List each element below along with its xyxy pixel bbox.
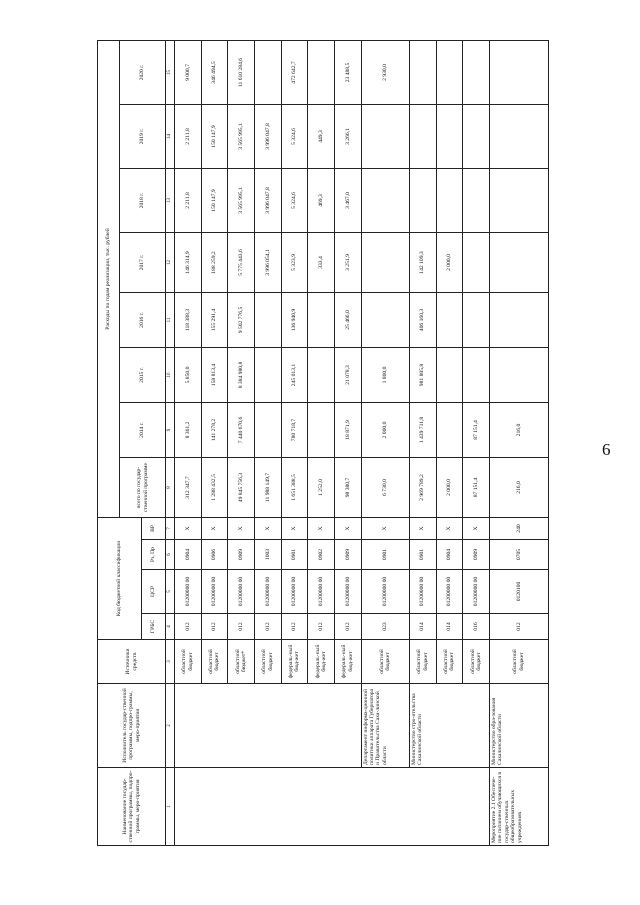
- col-num: 1: [166, 768, 175, 846]
- y2019-cell: 449,3: [308, 105, 335, 169]
- vr-cell: Х: [361, 518, 409, 540]
- y2019-cell: [409, 105, 436, 169]
- total-cell: 87 151,4: [463, 458, 490, 518]
- executor-cell: [175, 684, 362, 768]
- y2014-cell: [436, 403, 463, 458]
- table-row: [361, 40, 409, 845]
- rzpr-cell: 0904: [436, 540, 463, 570]
- csr-cell: 01200000 00: [361, 570, 409, 614]
- y2018-cell: [463, 169, 490, 233]
- y2017-cell: 333,4: [308, 233, 335, 293]
- rzpr-cell: 0906: [201, 540, 228, 570]
- grbs-cell: 023: [361, 614, 409, 640]
- vr-cell: Х: [281, 518, 308, 540]
- y2015-cell: 981 805,8: [409, 348, 436, 403]
- y2016-cell: [436, 293, 463, 348]
- y2020-cell: 2 930,0: [361, 40, 409, 104]
- grbs-cell: 012: [308, 614, 335, 640]
- y2017-cell: [489, 233, 548, 293]
- y2019-cell: [463, 105, 490, 169]
- col-num: 9: [166, 403, 175, 458]
- csr-cell: 01200000 00: [228, 570, 255, 614]
- y2014-cell: 1 439 711,8: [409, 403, 436, 458]
- y2020-cell: [409, 40, 436, 104]
- source-cell: областной бюджет*: [228, 640, 255, 684]
- y2015-cell: 245 013,1: [281, 348, 308, 403]
- rzpr-cell: 0705: [489, 540, 548, 570]
- y2019-cell: [436, 105, 463, 169]
- y2020-cell: 346 494,5: [201, 40, 228, 104]
- header-year-2016: 2016 г.: [120, 293, 166, 348]
- rzpr-cell: 0904: [175, 540, 202, 570]
- grbs-cell: 014: [436, 614, 463, 640]
- y2019-cell: 3 266,1: [334, 105, 361, 169]
- col-num: 2: [166, 684, 175, 768]
- y2018-cell: 3 565 995,1: [228, 169, 255, 233]
- y2017-cell: [361, 233, 409, 293]
- y2017-cell: 3 996 054,1: [254, 233, 281, 293]
- col-num: 12: [166, 233, 175, 293]
- grbs-cell: 012: [228, 614, 255, 640]
- header-csr: ЦСР: [142, 570, 166, 614]
- y2016-cell: 406 160,3: [409, 293, 436, 348]
- total-cell: 98 380,7: [334, 458, 361, 518]
- y2018-cell: [489, 169, 548, 233]
- vr-cell: Х: [463, 518, 490, 540]
- col-num: 5: [166, 570, 175, 614]
- header-year-2017: 2017 г.: [120, 233, 166, 293]
- y2017-cell: 3 251,9: [334, 233, 361, 293]
- header-year-2015: 2015 г.: [120, 348, 166, 403]
- col-num: 8: [166, 458, 175, 518]
- executor-information-dept: Департамент информа-ционной политики аппарата Губернатора и Правительства Саха-линской области: [361, 684, 409, 768]
- y2020-cell: 472 642,7: [281, 40, 308, 104]
- y2019-cell: 5 324,6: [281, 105, 308, 169]
- y2020-cell: [463, 40, 490, 104]
- vr-cell: Х: [334, 518, 361, 540]
- y2014-cell: 18 871,9: [334, 403, 361, 458]
- y2015-cell: [463, 348, 490, 403]
- y2017-cell: 5 323,9: [281, 233, 308, 293]
- col-num: 14: [166, 105, 175, 169]
- total-cell: 6 730,0: [361, 458, 409, 518]
- vr-cell: Х: [409, 518, 436, 540]
- y2017-cell: 142 109,3: [409, 233, 436, 293]
- y2015-cell: [489, 348, 548, 403]
- col-num: 4: [166, 614, 175, 640]
- total-cell: 1 252,0: [308, 458, 335, 518]
- vr-cell: Х: [436, 518, 463, 540]
- y2016-cell: [489, 293, 548, 348]
- source-cell: областной бюджет: [463, 640, 490, 684]
- y2016-cell: [361, 293, 409, 348]
- col-num: 6: [166, 540, 175, 570]
- y2019-cell: [489, 105, 548, 169]
- y2018-cell: [361, 169, 409, 233]
- column-numbers-row: [166, 40, 175, 845]
- y2018-cell: [436, 169, 463, 233]
- rzpr-cell: 0909: [228, 540, 255, 570]
- y2014-cell: 2 000,0: [361, 403, 409, 458]
- executor-education-ministry: Министерство обра-зования Сахалинской области: [489, 684, 548, 768]
- y2015-cell: [254, 348, 281, 403]
- rzpr-cell: 0901: [361, 540, 409, 570]
- table-body: [175, 40, 549, 845]
- y2014-cell: 8 361,2: [175, 403, 202, 458]
- grbs-cell: 012: [201, 614, 228, 640]
- y2016-cell: [254, 293, 281, 348]
- y2020-cell: 23 488,5: [334, 40, 361, 104]
- y2016-cell: [463, 293, 490, 348]
- header-vr: ВР: [142, 518, 166, 540]
- csr-cell: 01200000 00: [281, 570, 308, 614]
- y2017-cell: 2 000,0: [436, 233, 463, 293]
- total-cell: 2 000,0: [436, 458, 463, 518]
- total-cell: 1 288 432,5: [201, 458, 228, 518]
- csr-cell: 01200000 00: [201, 570, 228, 614]
- vr-cell: Х: [228, 518, 255, 540]
- table-row: [409, 40, 436, 845]
- y2016-cell: 118 388,3: [175, 293, 202, 348]
- rzpr-cell: 0909: [463, 540, 490, 570]
- source-cell: областной бюджет: [489, 640, 548, 684]
- rzpr-cell: 0901: [281, 540, 308, 570]
- source-cell: областной бюджет: [254, 640, 281, 684]
- source-cell: федераль-ный бюд-жет: [281, 640, 308, 684]
- csr-cell: 01200000 00: [334, 570, 361, 614]
- y2015-cell: 21 078,3: [334, 348, 361, 403]
- y2015-cell: [436, 348, 463, 403]
- y2016-cell: 25 466,0: [334, 293, 361, 348]
- y2014-cell: 216,0: [489, 403, 548, 458]
- vr-cell: Х: [308, 518, 335, 540]
- y2018-cell: 469,3: [308, 169, 335, 233]
- grbs-cell: 016: [463, 614, 490, 640]
- y2015-cell: 1 800,0: [361, 348, 409, 403]
- source-cell: областной бюджет: [175, 640, 202, 684]
- csr-cell: 01200000 00: [175, 570, 202, 614]
- csr-cell: 01200000 00: [463, 570, 490, 614]
- header-year-2018: 2018 г.: [120, 169, 166, 233]
- total-cell: 11 988 149,7: [254, 458, 281, 518]
- rzpr-cell: 0901: [409, 540, 436, 570]
- expenses-table: [97, 40, 549, 846]
- y2019-cell: 150 147,9: [201, 105, 228, 169]
- csr-cell: 01200000 00: [436, 570, 463, 614]
- y2019-cell: 3 565 995,1: [228, 105, 255, 169]
- grbs-cell: 012: [175, 614, 202, 640]
- y2018-cell: 3 467,0: [334, 169, 361, 233]
- y2019-cell: 2 211,8: [175, 105, 202, 169]
- y2017-cell: 5 775 443,6: [228, 233, 255, 293]
- y2018-cell: 3 996 047,8: [254, 169, 281, 233]
- y2015-cell: [308, 348, 335, 403]
- header-total: всего по государ-ственной программе: [120, 458, 166, 518]
- header-executor: Исполнитель государ-ственной программы, подпро-граммы, меро-приятия: [98, 684, 166, 768]
- y2018-cell: 5 324,6: [281, 169, 308, 233]
- y2016-cell: 136 940,9: [281, 293, 308, 348]
- vr-cell: Х: [201, 518, 228, 540]
- total-cell: 1 651 388,5: [281, 458, 308, 518]
- grbs-cell: 012: [281, 614, 308, 640]
- executor-construction-ministry: Министерство стро-ительства Сахалинской области: [409, 684, 489, 768]
- header-rzpr: Рз, Пр: [142, 540, 166, 570]
- header-grbs: ГРБС: [142, 614, 166, 640]
- rzpr-cell: 0902: [308, 540, 335, 570]
- source-cell: областной бюджет: [361, 640, 409, 684]
- program-name-cell: [175, 768, 490, 846]
- rotated-table-wrapper: [97, 41, 549, 846]
- page-number: 6: [602, 440, 611, 459]
- source-cell: федераль-ный бюд-жет: [334, 640, 361, 684]
- header-name: Наименование государ-ственной программы, подпро-граммы, меро-приятия: [98, 768, 166, 846]
- y2020-cell: [489, 40, 548, 104]
- source-cell: федераль-ный бюд-жет: [308, 640, 335, 684]
- y2018-cell: [409, 169, 436, 233]
- y2020-cell: 11 610 284,6: [228, 40, 255, 104]
- y2014-cell: 7 440 670,6: [228, 403, 255, 458]
- y2014-cell: 141 278,2: [201, 403, 228, 458]
- y2017-cell: 188 259,2: [201, 233, 228, 293]
- y2015-cell: 158 813,4: [201, 348, 228, 403]
- y2019-cell: 3 996 047,8: [254, 105, 281, 169]
- total-cell: 49 845 756,3: [228, 458, 255, 518]
- total-cell: 216,0: [489, 458, 548, 518]
- total-cell: 312 347,7: [175, 458, 202, 518]
- y2016-cell: 9 502 776,5: [228, 293, 255, 348]
- y2020-cell: [254, 40, 281, 104]
- source-cell: областной бюджет: [436, 640, 463, 684]
- header-source: Источники средств: [98, 640, 166, 684]
- col-num: 7: [166, 518, 175, 540]
- y2017-cell: [463, 233, 490, 293]
- y2014-cell: 780 718,7: [281, 403, 308, 458]
- grbs-cell: 012: [489, 614, 548, 640]
- csr-cell: 0120100: [489, 570, 548, 614]
- header-budget-code: Код бюджетной классификации: [98, 518, 142, 640]
- vr-cell: Х: [254, 518, 281, 540]
- header-expenses: Расходы по годам реализации, тыс. рублей: [98, 40, 120, 517]
- vr-cell: Х: [175, 518, 202, 540]
- header-year-2020: 2020 г.: [120, 40, 166, 104]
- header-year-2019: 2019 г.: [120, 105, 166, 169]
- rzpr-cell: 0909: [334, 540, 361, 570]
- col-num: 3: [166, 640, 175, 684]
- table-row: [175, 40, 202, 845]
- col-num: 15: [166, 40, 175, 104]
- y2014-cell: [254, 403, 281, 458]
- total-cell: 2 969 789,2: [409, 458, 436, 518]
- y2017-cell: 146 314,9: [175, 233, 202, 293]
- header-year-2014: 2014 г.: [120, 403, 166, 458]
- grbs-cell: 012: [334, 614, 361, 640]
- y2020-cell: [436, 40, 463, 104]
- y2018-cell: 2 211,8: [175, 169, 202, 233]
- col-num: 10: [166, 348, 175, 403]
- measure-2-1-name: Мероприятие 2.1 Обеспече-ние питанием обучающихся в государ-ственных общеобразовательных учреждениях: [489, 768, 548, 846]
- col-num: 11: [166, 293, 175, 348]
- source-cell: областной бюджет: [409, 640, 436, 684]
- y2016-cell: [308, 293, 335, 348]
- y2014-cell: [308, 403, 335, 458]
- grbs-cell: 014: [409, 614, 436, 640]
- y2019-cell: [361, 105, 409, 169]
- table-row: [489, 40, 548, 845]
- y2014-cell: 87 151,4: [463, 403, 490, 458]
- y2018-cell: 150 147,9: [201, 169, 228, 233]
- y2020-cell: 9 000,7: [175, 40, 202, 104]
- y2015-cell: 5 850,0: [175, 348, 202, 403]
- rzpr-cell: 1003: [254, 540, 281, 570]
- source-cell: областной бюджет: [201, 640, 228, 684]
- csr-cell: 01200000 00: [409, 570, 436, 614]
- y2015-cell: 8 384 980,8: [228, 348, 255, 403]
- y2020-cell: [308, 40, 335, 104]
- csr-cell: 01200000 00: [308, 570, 335, 614]
- col-num: 13: [166, 169, 175, 233]
- csr-cell: 01200000 00: [254, 570, 281, 614]
- vr-cell: 240: [489, 518, 548, 540]
- grbs-cell: 012: [254, 614, 281, 640]
- y2016-cell: 155 291,4: [201, 293, 228, 348]
